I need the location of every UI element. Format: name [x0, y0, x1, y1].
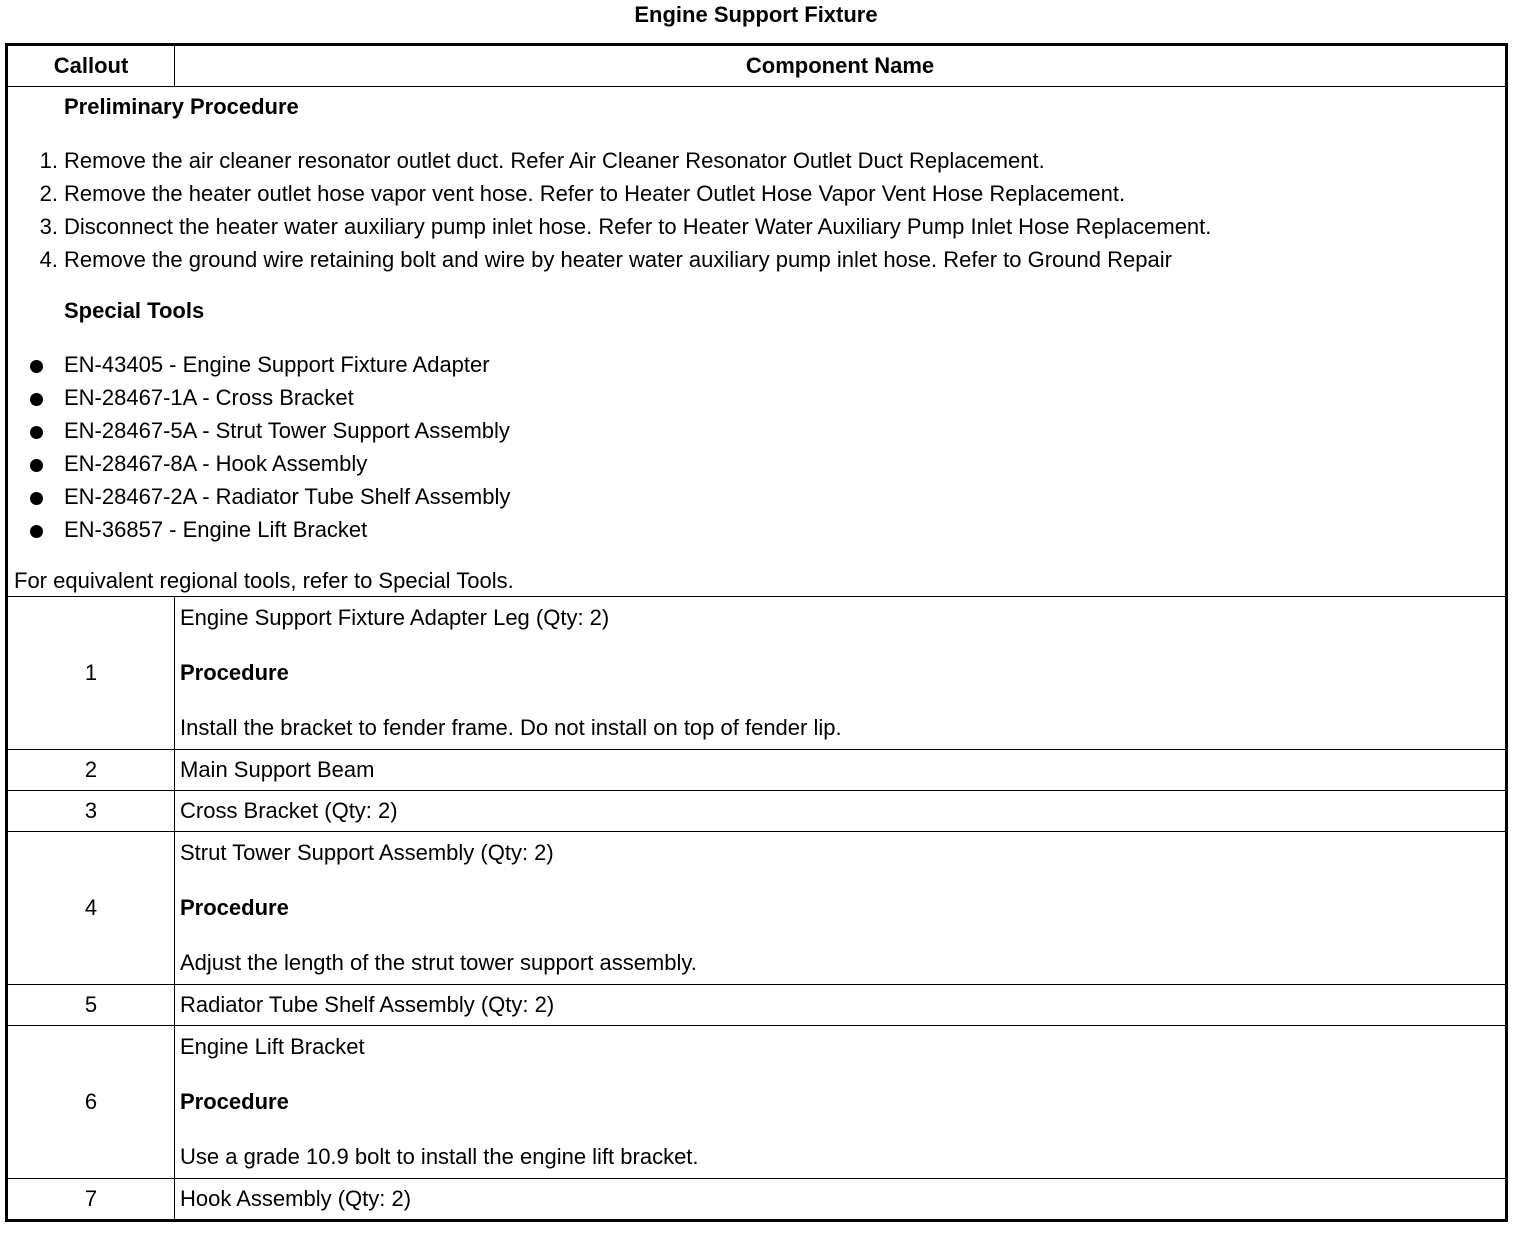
procedure-label: Procedure — [180, 660, 289, 685]
procedure-text: Install the bracket to fender frame. Do not install on top of fender lip. — [180, 715, 842, 740]
component-cell — [175, 985, 1507, 1026]
bullet-icon — [8, 381, 64, 414]
tool-text: EN-28467-2A - Radiator Tube Shelf Assembly — [64, 484, 511, 509]
component-cell — [175, 750, 1507, 791]
tool-text: EN-28467-8A - Hook Assembly — [64, 451, 368, 476]
component-cell — [175, 597, 1507, 750]
special-tools-list — [8, 348, 1505, 546]
tool-item — [8, 513, 1505, 546]
step-number: 1. — [39, 148, 58, 173]
step-number: 4. — [39, 247, 58, 272]
preliminary-row — [7, 87, 1507, 597]
table-row — [7, 791, 1507, 832]
tool-text: EN-36857 - Engine Lift Bracket — [64, 517, 368, 542]
callout-cell: 7 — [7, 1179, 175, 1221]
tool-item — [8, 447, 1505, 480]
component-cell — [175, 791, 1507, 832]
bullet-icon — [8, 447, 64, 480]
component-name: Cross Bracket (Qty: 2) — [180, 798, 398, 823]
bullet-icon — [8, 414, 64, 447]
step-number: 2. — [39, 181, 58, 206]
tool-item — [8, 480, 1505, 513]
step-text: Remove the ground wire retaining bolt and wire by heater water auxiliary pump inlet hose. Refer to Ground Repair — [64, 247, 1172, 272]
component-name: Engine Support Fixture Adapter Leg (Qty: 2) — [180, 605, 610, 630]
procedure-text: Adjust the length of the strut tower support assembly. — [180, 950, 697, 975]
bullet-dot-icon — [30, 426, 43, 439]
tool-text: EN-43405 - Engine Support Fixture Adapter — [64, 352, 490, 377]
bullet-dot-icon — [30, 360, 43, 373]
component-cell — [175, 832, 1507, 985]
step-text: Remove the air cleaner resonator outlet duct. Refer Air Cleaner Resonator Outlet Duct Replacement. — [64, 148, 1045, 173]
step-item — [8, 243, 1505, 276]
header-component-name: Component Name — [175, 45, 1507, 87]
bullet-icon — [8, 348, 64, 381]
component-cell — [175, 1026, 1507, 1179]
preliminary-section — [7, 87, 1507, 597]
callout-cell: 6 — [7, 1026, 175, 1179]
tool-text: EN-28467-5A - Strut Tower Support Assembly — [64, 418, 510, 443]
bullet-dot-icon — [30, 459, 43, 472]
bullet-dot-icon — [30, 393, 43, 406]
regional-tools-note: For equivalent regional tools, refer to Special Tools. — [14, 568, 514, 593]
component-name: Radiator Tube Shelf Assembly (Qty: 2) — [180, 992, 555, 1017]
tool-text: EN-28467-1A - Cross Bracket — [64, 385, 354, 410]
table-row — [7, 1026, 1507, 1179]
table-row — [7, 750, 1507, 791]
bullet-icon — [8, 480, 64, 513]
header-row — [7, 45, 1507, 87]
step-number: 3. — [39, 214, 58, 239]
table-row — [7, 985, 1507, 1026]
tool-item — [8, 348, 1505, 381]
procedure-label: Procedure — [180, 895, 289, 920]
procedure-text: Use a grade 10.9 bolt to install the engine lift bracket. — [180, 1144, 699, 1169]
tool-item — [8, 381, 1505, 414]
bullet-dot-icon — [30, 525, 43, 538]
step-item — [8, 144, 1505, 177]
component-name: Engine Lift Bracket — [180, 1034, 365, 1059]
tool-item — [8, 414, 1505, 447]
callout-cell: 2 — [7, 750, 175, 791]
special-tools-heading: Special Tools — [64, 298, 205, 323]
header-callout: Callout — [7, 45, 175, 87]
callout-cell: 3 — [7, 791, 175, 832]
preliminary-heading: Preliminary Procedure — [64, 94, 299, 119]
table-row — [7, 1179, 1507, 1221]
component-cell — [175, 1179, 1507, 1221]
table-row — [7, 597, 1507, 750]
document-title: Engine Support Fixture — [634, 2, 878, 27]
component-name: Strut Tower Support Assembly (Qty: 2) — [180, 840, 554, 865]
table-row — [7, 832, 1507, 985]
preliminary-steps — [8, 144, 1505, 276]
component-name: Hook Assembly (Qty: 2) — [180, 1186, 412, 1211]
callout-cell: 1 — [7, 597, 175, 750]
step-item — [8, 210, 1505, 243]
step-text: Remove the heater outlet hose vapor vent hose. Refer to Heater Outlet Hose Vapor Vent Hose Replacement. — [64, 181, 1126, 206]
procedure-label: Procedure — [180, 1089, 289, 1114]
component-name: Main Support Beam — [180, 757, 375, 782]
bullet-icon — [8, 513, 64, 546]
bullet-dot-icon — [30, 492, 43, 505]
step-text: Disconnect the heater water auxiliary pump inlet hose. Refer to Heater Water Auxiliary Pump Inlet Hose Replacement. — [64, 214, 1212, 239]
callout-cell: 5 — [7, 985, 175, 1026]
components-table — [5, 43, 1508, 1222]
step-item — [8, 177, 1505, 210]
callout-cell: 4 — [7, 832, 175, 985]
